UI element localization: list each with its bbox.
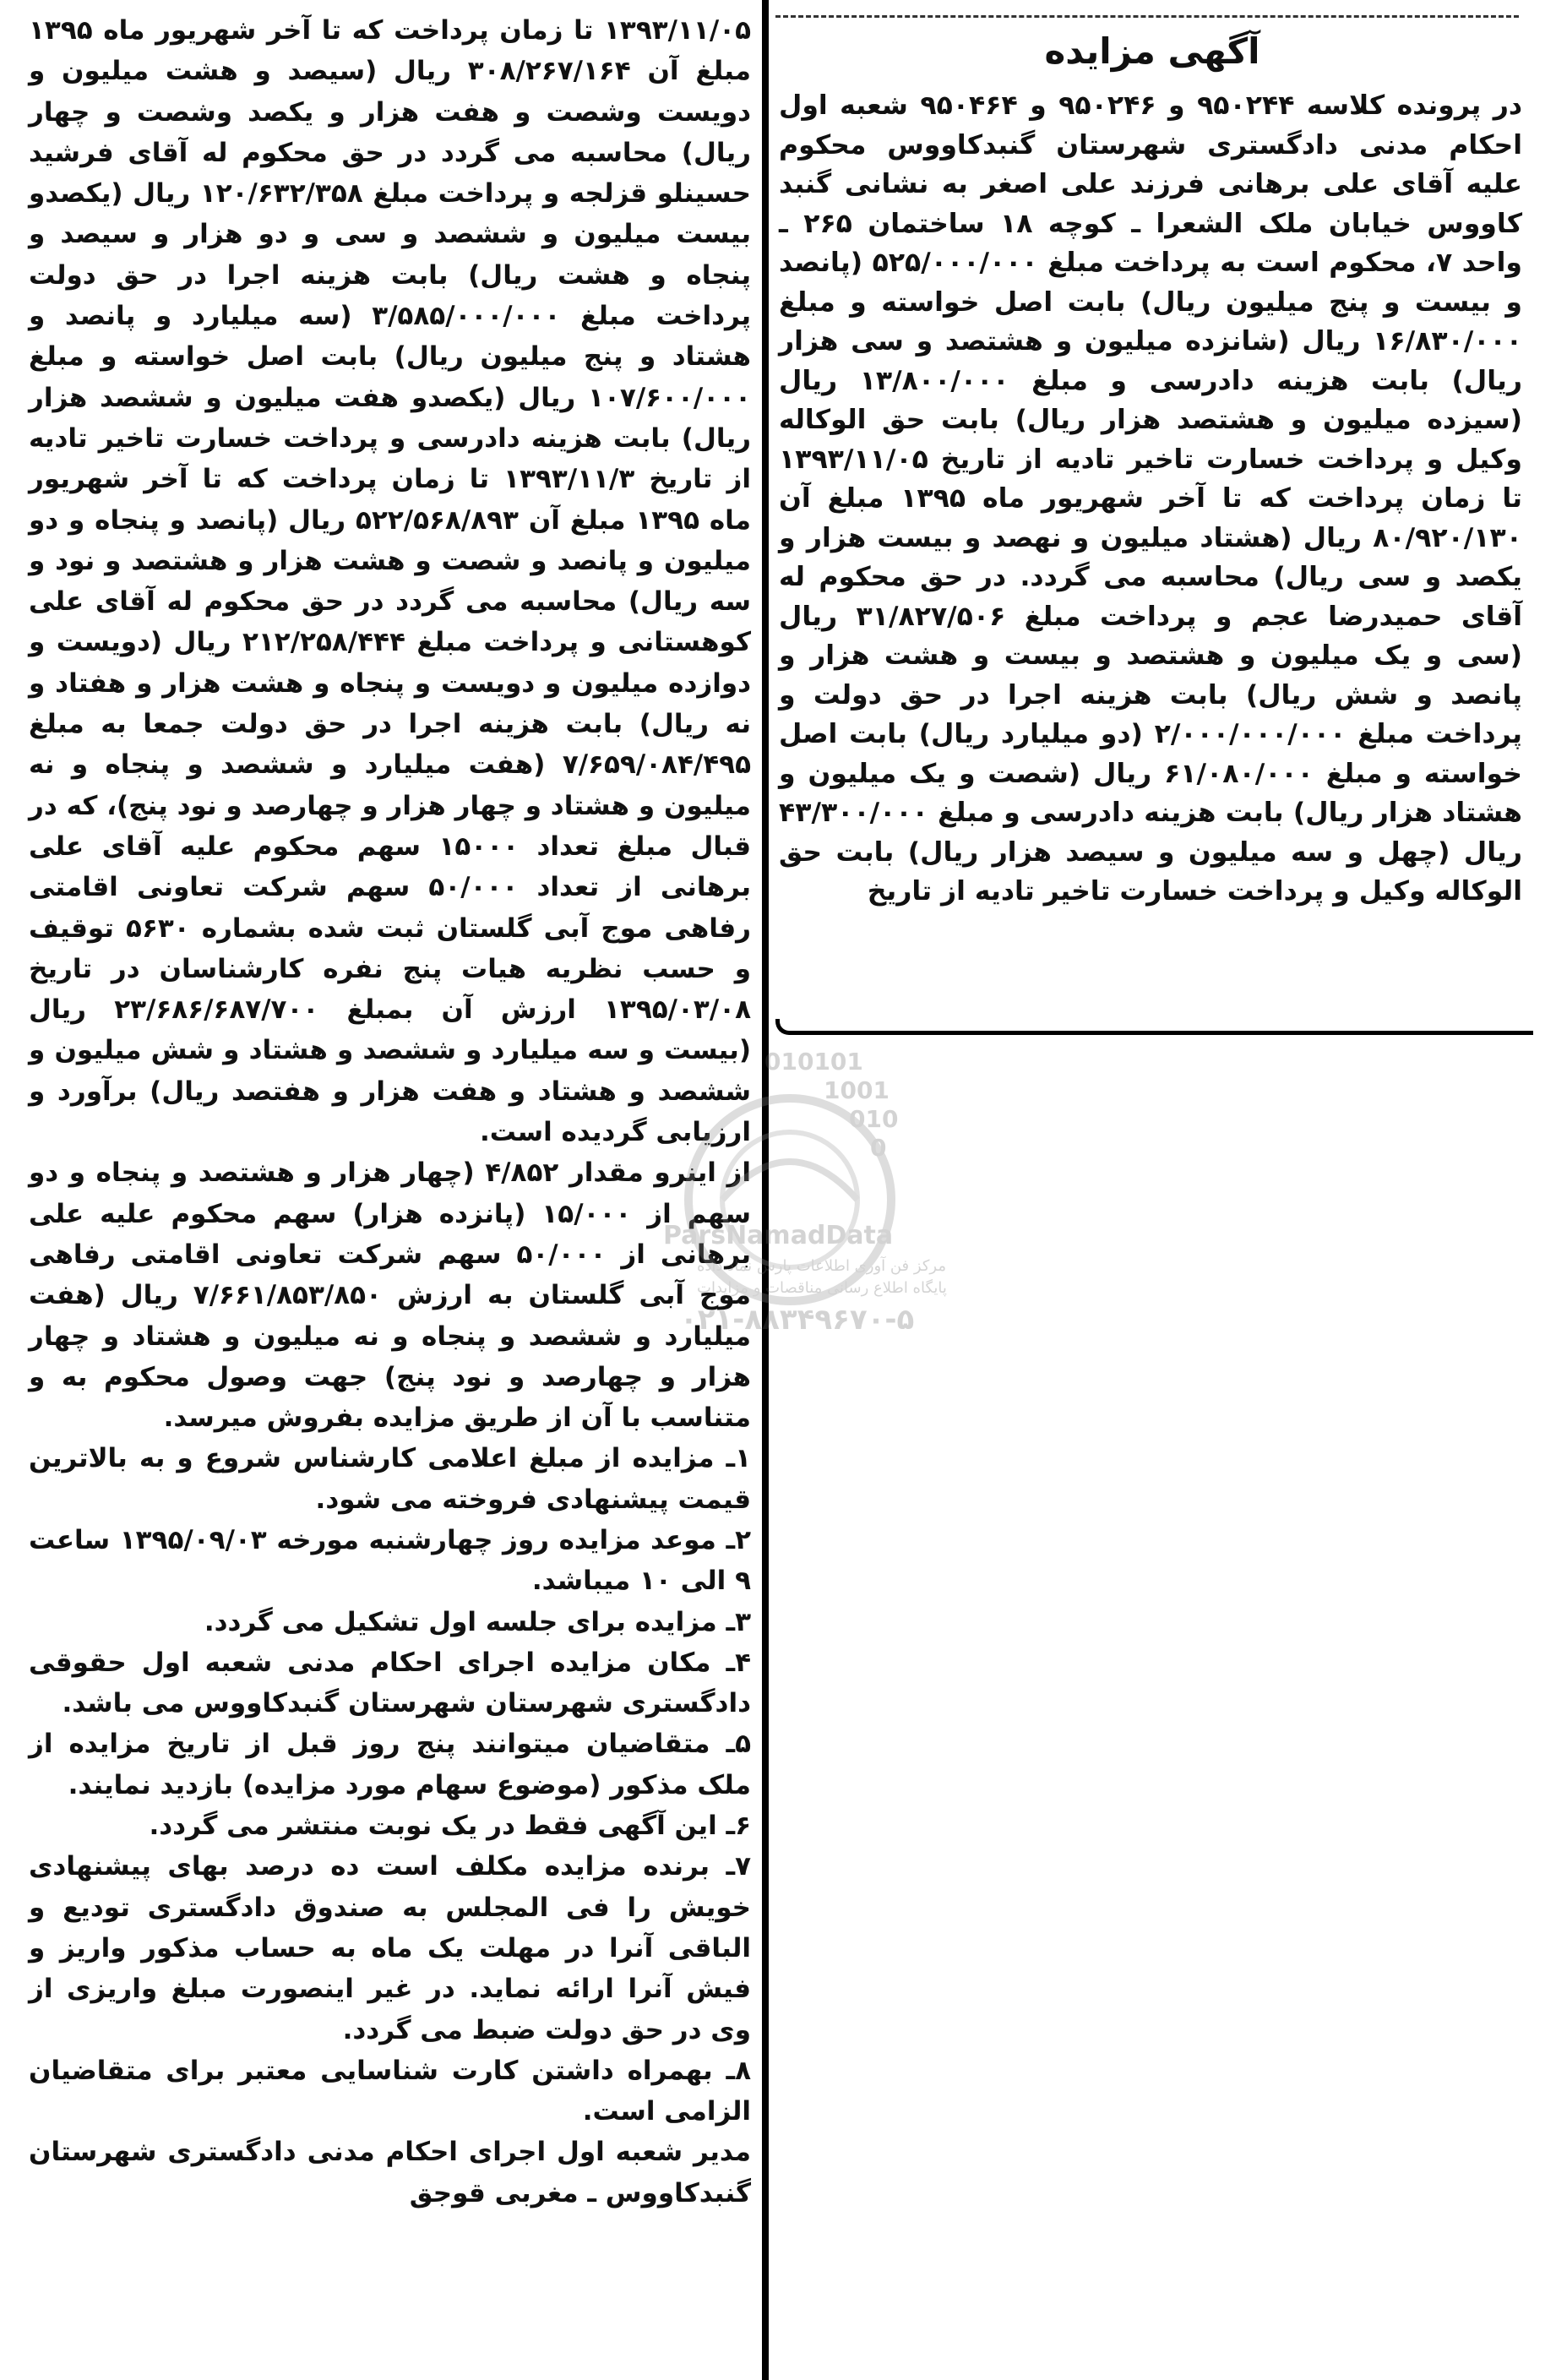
column-end-rule xyxy=(775,1019,1533,1035)
watermark-line: پایگاه اطلاع رسانی مناقصات و مزایدات xyxy=(697,1279,947,1297)
watermark-binary: 010101 xyxy=(764,1048,863,1076)
condition-item: ۱ـ مزایده از مبلغ اعلامی کارشناس شروع و به بالاترین قیمت پیشنهادی فروخته می شود. xyxy=(29,1443,751,1515)
watermark-binary: 0 xyxy=(870,1134,887,1162)
watermark-binary: 1001 xyxy=(824,1076,890,1104)
top-dashed-divider xyxy=(775,15,1519,18)
watermark-line: مرکز فن آوری اطلاعات پارس نماد داده xyxy=(697,1257,946,1275)
condition-item: ۷ـ برنده مزایده مکلف است ده درصد بهای پیشنهادی خویش را فی المجلس به صندوق دادگستری تودیع و الباقی آنرا در مهلت یک ماه به حساب مذکور واریز و فیش آنرا ارائه نماید. در غیر اینصورت مبلغ واریزی از وی در حق دولت ضبط می گردد. xyxy=(29,1851,751,2045)
signature: مدیر شعبه اول اجرای احکام مدنی دادگستری شهرستان گنبدکاووس ـ مغربی قوجق xyxy=(29,2137,751,2208)
watermark-binary: 010 xyxy=(849,1105,899,1133)
condition-item: ۶ـ این آگهی فقط در یک نوبت منتشر می گردد. xyxy=(149,1811,751,1842)
notice-intro-paragraph: در پرونده کلاسه ۹۵۰۲۴۴ و ۹۵۰۲۴۶ و ۹۵۰۴۶۴ شعبه اول احکام مدنی دادگستری شهرستان گنبدکاووس محکوم علیه آقای علی برهانی فرزند علی اصغر به نشانی گنبد کاووس خیابان ملک الشعرا ـ کوچه ۱۸ ساختمان ۲۶۵ ـ واحد ۷، محکوم است به پرداخت مبلغ ۵۲۵/۰۰۰/۰۰۰ (پانصد و بیست و پنج میلیون ریال) بابت اصل خواسته و مبلغ ۱۶/۸۳۰/۰۰۰ ریال (شانزده میلیون و هشتصد و سی هزار ریال) بابت هزینه دادرسی و مبلغ ۱۳/۸۰۰/۰۰۰ ریال (سیزده میلیون و هشتصد هزار ریال) بابت حق الوکاله وکیل و پرداخت خسارت تاخیر تادیه از تاریخ ۱۳۹۳/۱۱/۰۵ تا زمان پرداخت که تا آخر شهریور ماه ۱۳۹۵ مبلغ آن ۸۰/۹۲۰/۱۳۰ ریال (هشتاد میلیون و نهصد و بیست هزار و یکصد و سی ریال) محاسبه می گردد. در حق محکوم له آقای حمیدرضا عجم و پرداخت مبلغ ۳۱/۸۲۷/۵۰۶ ریال (سی و یک میلیون و هشتصد و بیست و هشت هزار و پانصد و شش ریال) بابت هزینه اجرا در حق دولت و پرداخت مبلغ ۲/۰۰۰/۰۰۰/۰۰۰ (دو میلیارد ریال) بابت اصل خواسته و مبلغ ۶۱/۰۸۰/۰۰۰ ریال (شصت و یک میلیون و هشتاد هزار ریال) بابت هزینه دادرسی و مبلغ ۴۳/۳۰۰/۰۰۰ ریال (چهل و سه میلیون و سیصد هزار ریال) بابت حق الوکاله وکیل و پرداخت خسارت تاخیر تادیه از تاریخ xyxy=(779,90,1523,907)
condition-item: ۴ـ مکان مزایده اجرای احکام مدنی شعبه اول حقوقی دادگستری شهرستان شهرستان گنبدکاووس می باشد. xyxy=(29,1647,751,1719)
watermark xyxy=(629,1039,950,1394)
condition-item: ۳ـ مزایده برای جلسه اول تشکیل می گردد. xyxy=(204,1606,751,1637)
condition-item: ۲ـ موعد مزایده روز چهارشنبه مورخه ۱۳۹۵/۰۹/۰۳ ساعت ۹ الی ۱۰ میباشد. xyxy=(29,1524,751,1597)
sale-paragraph: از اینرو مقدار ۴/۸۵۲ (چهار هزار و هشتصد و پنجاه و دو سهم از ۱۵/۰۰۰ (پانزده هزار) سهم محکوم علیه علی برهانی از ۵۰/۰۰۰ سهم شرکت تعاونی اقامتی رفاهی موج آبی گلستان به ارزش ۷/۶۶۱/۸۵۳/۸۵۰ ریال (هفت میلیارد و ششصد و پنجاه و نه میلیون و هشتاد و چهار هزار و چهارصد و نود پنج) جهت وصول محکوم به و متناسب با آن از طریق مزایده بفروش میرسد. xyxy=(29,1157,751,1434)
watermark-phone: ۰۲۱-۸۸۳۴۹۶۷۰-۵ xyxy=(680,1303,915,1337)
condition-item: ۸ـ بهمراه داشتن کارت شناسایی معتبر برای متقاضیان الزامی است. xyxy=(29,2055,751,2127)
right-column xyxy=(775,8,1529,1035)
condition-item: ۵ـ متقاضیان میتوانند پنج روز قبل از تاریخ مزایده از ملک مذکور (موضوع سهام مورد مزایده) بازدید نمایند. xyxy=(29,1729,751,1800)
notice-title: آگهی مزایده xyxy=(1044,30,1260,72)
watermark-brand: ParsNamadData xyxy=(663,1221,894,1250)
continuation-paragraph: ۱۳۹۳/۱۱/۰۵ تا زمان پرداخت که تا آخر شهریور ماه ۱۳۹۵ مبلغ آن ۳۰۸/۲۶۷/۱۶۴ ریال (سیصد و هشت میلیون و دویست وشصت و هفت هزار و یکصد وشصت و چهار ریال) محاسبه می گردد در حق محکوم له آقای فرشید حسینلو قزلجه و پرداخت مبلغ ۱۲۰/۶۳۲/۳۵۸ ریال (یکصدو بیست میلیون و ششصد و سی و دو هزار و سیصد و پنجاه و هشت ریال) بابت هزینه اجرا در حق دولت پرداخت مبلغ ۳/۵۸۵/۰۰۰/۰۰۰ (سه میلیارد و پانصد و هشتاد و پنج میلیون ریال) بابت اصل خواسته و مبلغ ۱۰۷/۶۰۰/۰۰۰ ریال (یکصدو هفت میلیون و ششصد هزار ریال) بابت هزینه دادرسی و پرداخت خسارت تاخیر تادیه از تاریخ ۱۳۹۳/۱۱/۳ تا زمان پرداخت که تا آخر شهریور ماه ۱۳۹۵ مبلغ آن ۵۲۲/۵۶۸/۸۹۳ ریال (پانصد و پنجاه و دو میلیون و پانصد و شصت و هشت هزار و هشتصد و نود و سه ریال) محاسبه می گردد در حق محکوم له آقای علی کوهستانی و پرداخت مبلغ ۲۱۲/۲۵۸/۴۴۴ ریال (دویست و دوازده میلیون و دویست و پنجاه و هشت هزار و هفتاد و نه ریال) بابت هزینه اجرا در حق دولت جمعا به مبلغ ۷/۶۵۹/۰۸۴/۴۹۵ (هفت میلیارد و ششصد و پنجاه و نه میلیون و هشتاد و چهار هزار و چهارصد و نود پنج)، که در قبال مبلغ تعداد ۱۵۰۰۰ سهم محکوم علیه آقای علی برهانی از تعداد ۵۰/۰۰۰ سهم شرکت تعاونی اقامتی رفاهی موج آبی گلستان ثبت شده بشماره ۵۶۳۰ توقیف و حسب نظریه هیات پنج نفره کارشناسان در تاریخ ۱۳۹۵/۰۳/۰۸ ارزش آن بمبلغ ۲۳/۶۸۶/۶۸۷/۷۰۰ ریال (بیست و سه میلیارد و ششصد و هشتاد و شش میلیون و ششصد و هشتاد و هفت هزار و هفتصد ریال) برآورد و ارزیابی گردیده است. xyxy=(29,15,752,1148)
